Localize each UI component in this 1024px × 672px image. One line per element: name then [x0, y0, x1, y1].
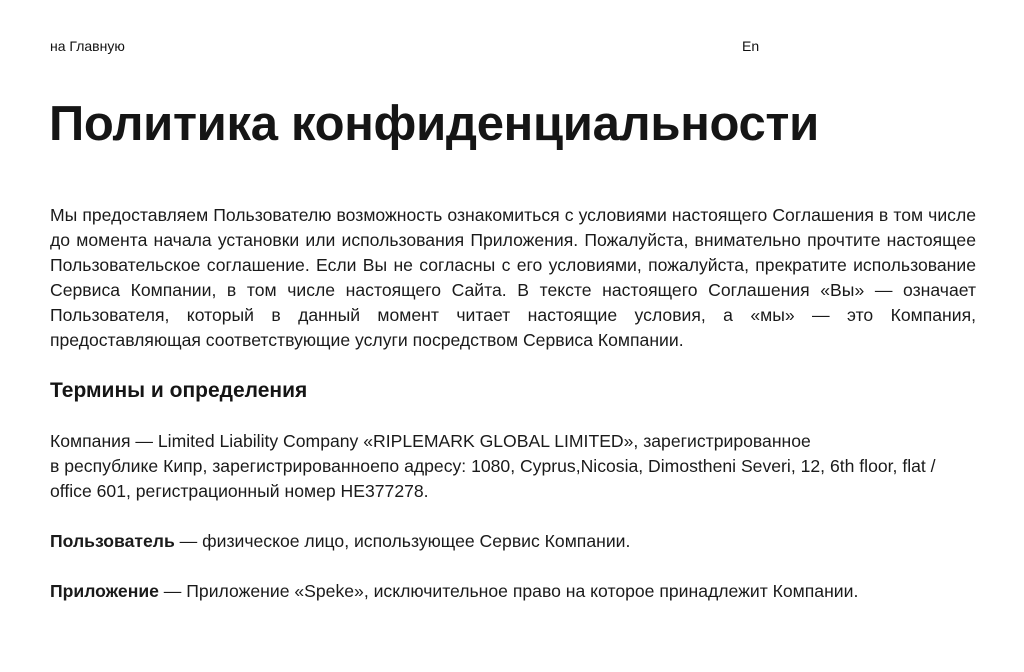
app-definition [50, 579, 976, 604]
language-switch-link[interactable]: En [742, 38, 760, 54]
document-body [50, 203, 976, 604]
user-term: Пользователь [50, 531, 175, 551]
company-definition-line1: Компания — Limited Liability Company «RIPLEMARK GLOBAL LIMITED», зарегистрированное [50, 431, 811, 451]
user-term-definition: — физическое лицо, использующее Сервис Компании. [174, 531, 631, 551]
page-title: Политика конфиденциальности [49, 97, 819, 151]
home-link[interactable]: на Главную [50, 38, 125, 54]
terms-heading: Термины и определения [50, 379, 308, 402]
app-term: Приложение [50, 581, 159, 601]
intro-paragraph: Мы предоставляем Пользователю возможность ознакомиться с условиями настоящего Соглашения в том числе до момента начала установки или использования Приложения. Пожалуйста, внимательно прочтите настоящее Пользовательское соглашение. Если Вы не согласны с его условиями, пожалуйста, прекратите использование Сервиса Компании, в том числе настоящего Сайта. В тексте настоящего Соглашения «Вы» — означает Пользователя, который в данный момент читает настоящие условия, а «мы» — это Компания, предоставляющая соответствующие услуги посредством Сервиса Компании. [50, 205, 976, 350]
user-definition [50, 529, 976, 554]
company-definition [50, 429, 976, 504]
app-term-definition: — Приложение «Speke», исключительное право на которое принадлежит Компании. [158, 581, 859, 601]
top-navigation [50, 38, 974, 56]
company-definition-line2: в республике Кипр, зарегистрированноепо адресу: 1080, Cyprus,Nicosia, Dimostheni Severi, 12, 6th floor, flat / office 601, регистрационный номер HE377278. [50, 456, 936, 501]
